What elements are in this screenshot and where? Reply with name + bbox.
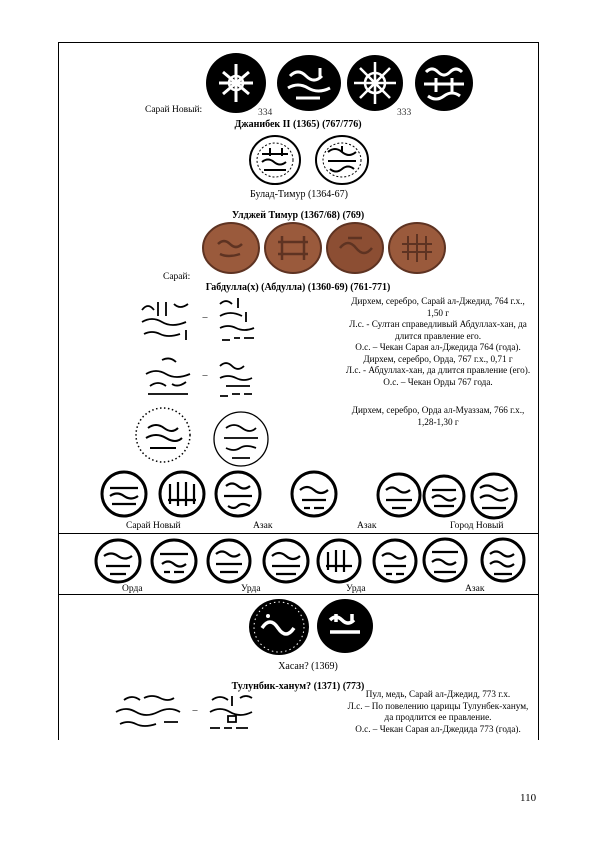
- gabdulla-description-2: [338, 405, 538, 428]
- desc-line: О.с. – Чекан Орды 767 года.: [383, 376, 493, 387]
- gabdulla-title: Габдулла(х) (Абдулла) (1360-69) (761-771): [205, 282, 391, 293]
- row1-mint-4: Город Новый: [450, 521, 504, 531]
- desc-line: да продлится ее правление.: [384, 712, 492, 722]
- row2-coin-3: [206, 538, 252, 584]
- uldzhey-coin-4: [388, 222, 446, 274]
- bulad-caption: Булад-Тимур (1364-67): [250, 189, 348, 200]
- uldzhey-coin-1: [202, 222, 260, 274]
- desc-line: Л.с. - Султан справедливый Абдуллах-хан, да: [349, 319, 527, 329]
- row2-coin-8: [480, 536, 526, 584]
- desc-line: О.с. – Чекан Сарая ал-Джедида 764 (года).: [355, 342, 521, 352]
- row2-mint-2: Урда: [241, 584, 261, 594]
- tulunbek-title: Тулунбик-ханум? (1371) (773): [231, 681, 365, 692]
- hasan-coin-2: [316, 598, 374, 654]
- tulunbek-description: [338, 689, 538, 735]
- row2-coin-5: [316, 538, 362, 584]
- row1-coin-2: [158, 470, 206, 518]
- row2-mint-3: Урда: [346, 584, 366, 594]
- bulad-coin-2: [314, 134, 370, 186]
- stray-number-2: 333: [397, 108, 412, 118]
- desc-line: Л.с. – По повелению царицы Тулунбек-ханум,: [347, 700, 529, 711]
- row1-coin-1: [100, 470, 148, 518]
- desc-line: длится правление его.: [394, 330, 482, 341]
- row1-coin-3: [214, 470, 262, 518]
- row2-coin-2: [150, 538, 198, 584]
- desc-line: Пул, медь, Сарай ал-Джедид, 773 г.х.: [365, 689, 511, 699]
- tulunbek-inscription-reverse: [202, 690, 262, 736]
- divider-2: [58, 594, 539, 595]
- dash-2: –: [202, 370, 208, 381]
- row2-mint-4: Азак: [465, 584, 485, 594]
- bulad-coin-1: [248, 134, 302, 186]
- row1-coin-6: [376, 472, 422, 518]
- row1-mint-2: Азак: [253, 521, 273, 531]
- dash-3: –: [192, 705, 198, 716]
- row2-coin-1: [94, 538, 142, 584]
- gabdulla-inscription-obverse-2: [140, 354, 198, 400]
- row2-mint-1: Орда: [122, 584, 143, 594]
- uldzhey-title: Улджей Тимур (1367/68) (769): [231, 210, 365, 221]
- row1-coin-7: [422, 474, 466, 518]
- gabdulla-inscription-reverse-2: [212, 356, 262, 404]
- hasan-caption: Хасан? (1369): [278, 661, 338, 672]
- dash-1: –: [202, 312, 208, 323]
- tulunbek-inscription-obverse: [110, 690, 188, 734]
- hasan-coin-1: [248, 598, 310, 656]
- gabdulla-drawn-coin-1: [134, 406, 192, 464]
- divider-1: [58, 533, 539, 534]
- row1-mint-3: Азак: [357, 521, 377, 531]
- dzhanibek-coin-3: [346, 54, 404, 112]
- dzhanibek-mint-label: Сарай Новый:: [145, 105, 203, 115]
- uldzhey-coin-2: [264, 222, 322, 274]
- dzhanibek-coin-2: [276, 54, 342, 112]
- page-number: 110: [520, 792, 537, 804]
- uldzhey-coin-3: [326, 222, 384, 274]
- desc-line: 1,28-1,30 г: [417, 416, 459, 427]
- row2-coin-6: [372, 538, 418, 584]
- row1-coin-5: [322, 472, 368, 518]
- desc-line: Л.с. - Абдуллах-хан, да длится правление (его).: [345, 365, 531, 375]
- desc-line: 1,50 г: [426, 307, 450, 318]
- stray-number-1: 334: [258, 108, 273, 118]
- row2-coin-7: [422, 536, 468, 584]
- desc-line: Дирхем, серебро, Сарай ал-Джедид, 764 г.х.,: [351, 296, 525, 306]
- row1-coin-8: [470, 472, 518, 520]
- gabdulla-drawn-coin-2: [212, 410, 270, 468]
- uldzhey-mint-label: Сарай:: [163, 272, 191, 282]
- row2-coin-4: [262, 538, 310, 584]
- desc-line: Дирхем, серебро, Орда ал-Муаззам, 766 г.х.,: [351, 405, 525, 415]
- gabdulla-description-1: [338, 296, 538, 388]
- gabdulla-inscription-obverse-1: [136, 296, 198, 346]
- gabdulla-inscription-reverse-1: [212, 294, 264, 350]
- desc-line: Дирхем, серебро, Орда, 767 г.х., 0,71 г: [363, 353, 513, 364]
- dzhanibek-title: Джанибек II (1365) (767/776): [234, 119, 362, 130]
- dzhanibek-coin-1: [205, 52, 267, 114]
- row1-mint-1: Сарай Новый: [126, 521, 181, 531]
- dzhanibek-coin-4: [414, 54, 474, 112]
- desc-line: О.с. – Чекан Сарая ал-Джедида 773 (года).: [355, 723, 521, 734]
